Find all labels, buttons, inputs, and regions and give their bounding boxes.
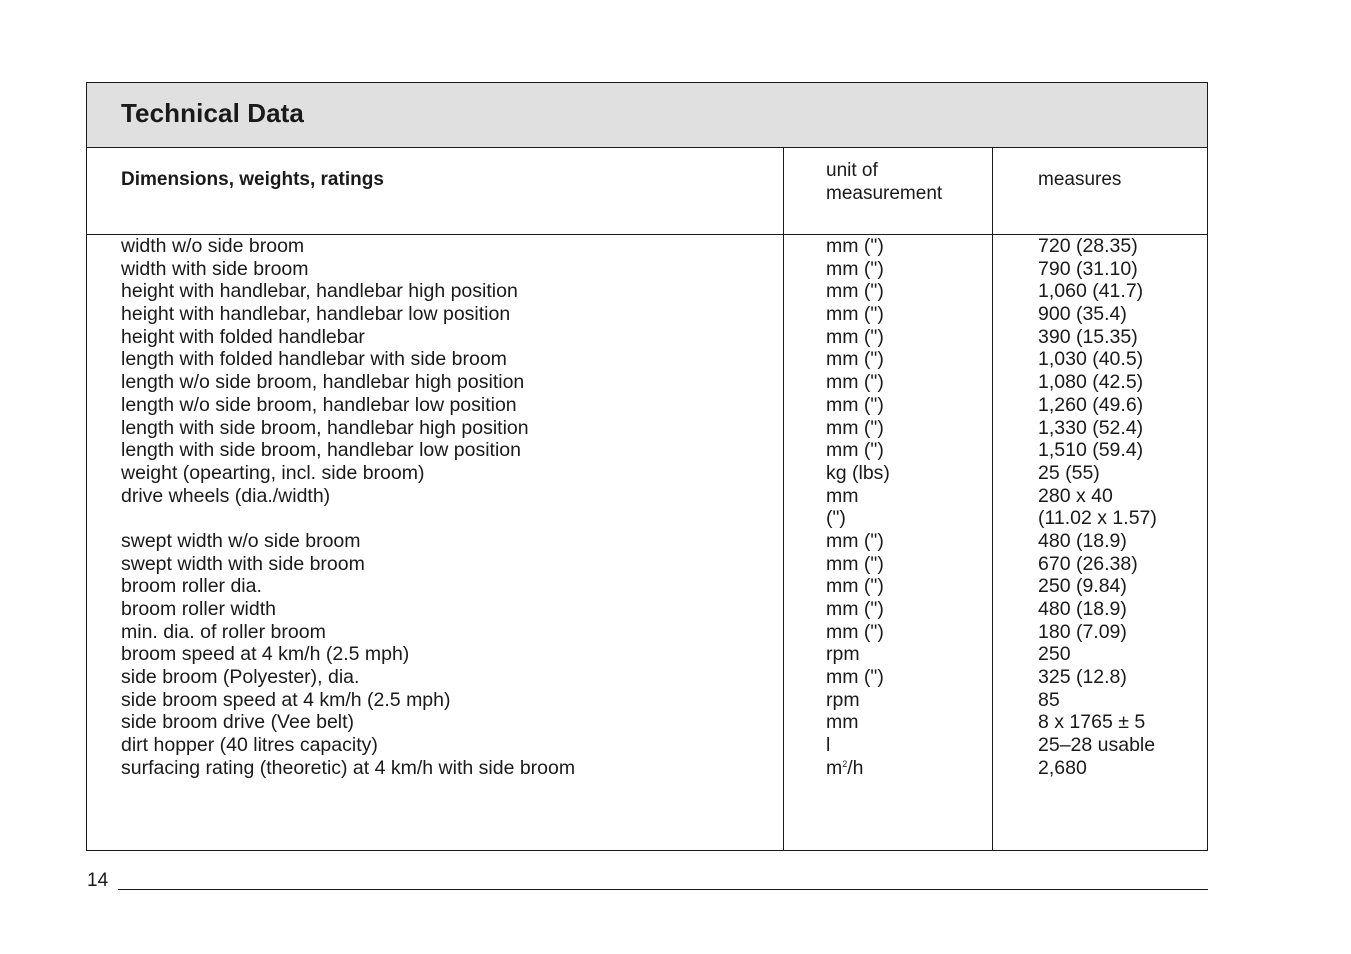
unit-cell: mm ("): [826, 348, 884, 371]
measure-cell: 2,680: [1038, 756, 1087, 779]
unit-cell: mm ("): [826, 552, 884, 575]
page-number: 14: [87, 870, 109, 891]
page-title: Technical Data: [121, 98, 304, 128]
unit-superscript: 2: [842, 758, 848, 769]
unit-cell: mm ("): [826, 280, 884, 303]
unit-cell: mm ("): [826, 575, 884, 598]
title-bar: [87, 83, 1207, 148]
parameter-cell: width w/o side broom: [121, 235, 305, 257]
measure-cell: 1,510 (59.4): [1038, 439, 1144, 462]
parameter-cell: height with handlebar, handlebar high position: [121, 280, 518, 303]
parameter-cell: dirt hopper (40 litres capacity): [121, 734, 378, 757]
parameter-cell: broom roller dia.: [121, 575, 262, 598]
measure-cell: 250: [1038, 643, 1071, 666]
unit-cell: rpm: [826, 643, 860, 666]
unit-cell: mm ("): [826, 666, 884, 689]
column-header-measures: measures: [1038, 169, 1122, 190]
parameter-cell: length with side broom, handlebar high position: [121, 416, 529, 439]
unit-cell: mm ("): [826, 257, 884, 280]
footer-rule: [118, 889, 1208, 890]
parameter-column: [121, 235, 575, 780]
parameter-cell: [121, 507, 575, 530]
measure-cell: 280 x 40: [1038, 484, 1113, 507]
parameter-cell: side broom speed at 4 km/h (2.5 mph): [121, 688, 451, 711]
parameter-cell: height with handlebar, handlebar low position: [121, 303, 511, 326]
column-header-unit-line1: unit of: [826, 160, 878, 181]
measure-cell: 480 (18.9): [1038, 598, 1127, 620]
parameter-cell: swept width w/o side broom: [121, 529, 361, 552]
unit-column: [826, 235, 890, 780]
measure-cell: 25–28 usable: [1038, 734, 1156, 757]
measure-cell: 180 (7.09): [1038, 620, 1127, 643]
column-header-parameter: Dimensions, weights, ratings: [121, 169, 384, 190]
measure-cell: 85: [1038, 688, 1060, 711]
unit-cell: rpm: [826, 688, 860, 711]
parameter-cell: broom speed at 4 km/h (2.5 mph): [121, 643, 410, 666]
unit-cell: mm: [826, 484, 859, 507]
parameter-cell: width with side broom: [121, 257, 309, 280]
unit-cell: mm: [826, 711, 859, 734]
measure-cell: 250 (9.84): [1038, 575, 1127, 598]
parameter-cell: surfacing rating (theoretic) at 4 km/h with side broom: [121, 756, 576, 779]
unit-cell: [826, 757, 890, 780]
unit-cell: mm ("): [826, 393, 884, 416]
technical-data-table: [86, 82, 1208, 851]
measure-cell: 790 (31.10): [1038, 257, 1138, 280]
unit-base: m: [826, 756, 843, 779]
parameter-cell: side broom drive (Vee belt): [121, 711, 355, 734]
unit-cell: mm ("): [826, 325, 884, 348]
parameter-cell: length w/o side broom, handlebar high position: [121, 371, 525, 394]
unit-cell: mm ("): [826, 416, 884, 439]
measure-cell: 25 (55): [1038, 461, 1100, 484]
parameter-cell: side broom (Polyester), dia.: [121, 666, 360, 689]
measure-cell: 900 (35.4): [1038, 303, 1127, 326]
parameter-cell: min. dia. of roller broom: [121, 620, 326, 643]
measure-cell: 720 (28.35): [1038, 235, 1138, 257]
unit-cell: mm ("): [826, 439, 884, 462]
column-divider: [992, 148, 993, 850]
parameter-cell: length w/o side broom, handlebar low position: [121, 393, 517, 416]
parameter-cell: length with folded handlebar with side broom: [121, 348, 507, 371]
measure-cell: 1,260 (49.6): [1038, 393, 1144, 416]
measure-cell: (11.02 x 1.57): [1038, 507, 1157, 530]
measures-column: [1038, 235, 1157, 780]
measure-cell: 670 (26.38): [1038, 552, 1138, 575]
unit-cell: mm ("): [826, 598, 884, 620]
measure-cell: 1,330 (52.4): [1038, 416, 1144, 439]
unit-cell: ("): [826, 507, 846, 530]
parameter-cell: drive wheels (dia./width): [121, 484, 331, 507]
column-header-unit-line2: measurement: [826, 183, 943, 204]
measure-cell: 390 (15.35): [1038, 325, 1138, 348]
unit-cell: mm ("): [826, 235, 884, 257]
parameter-cell: height with folded handlebar: [121, 325, 365, 348]
measure-cell: 1,030 (40.5): [1038, 348, 1144, 371]
measure-cell: 1,060 (41.7): [1038, 280, 1144, 303]
column-header-unit: [826, 159, 942, 205]
parameter-cell: weight (opearting, incl. side broom): [121, 461, 425, 484]
measure-cell: 1,080 (42.5): [1038, 371, 1144, 394]
parameter-cell: swept width with side broom: [121, 552, 365, 575]
unit-suffix: /h: [847, 756, 864, 779]
unit-cell: mm ("): [826, 371, 884, 394]
parameter-cell: broom roller width: [121, 598, 276, 620]
unit-cell: mm ("): [826, 620, 884, 643]
unit-cell: mm ("): [826, 529, 884, 552]
measure-cell: 480 (18.9): [1038, 529, 1127, 552]
unit-cell: mm ("): [826, 303, 884, 326]
measure-cell: 325 (12.8): [1038, 666, 1127, 689]
unit-cell: kg (lbs): [826, 461, 890, 484]
measure-cell: 8 x 1765 ± 5: [1038, 711, 1146, 734]
parameter-cell: length with side broom, handlebar low position: [121, 439, 521, 462]
column-divider: [783, 148, 784, 850]
unit-cell: l: [826, 734, 831, 757]
